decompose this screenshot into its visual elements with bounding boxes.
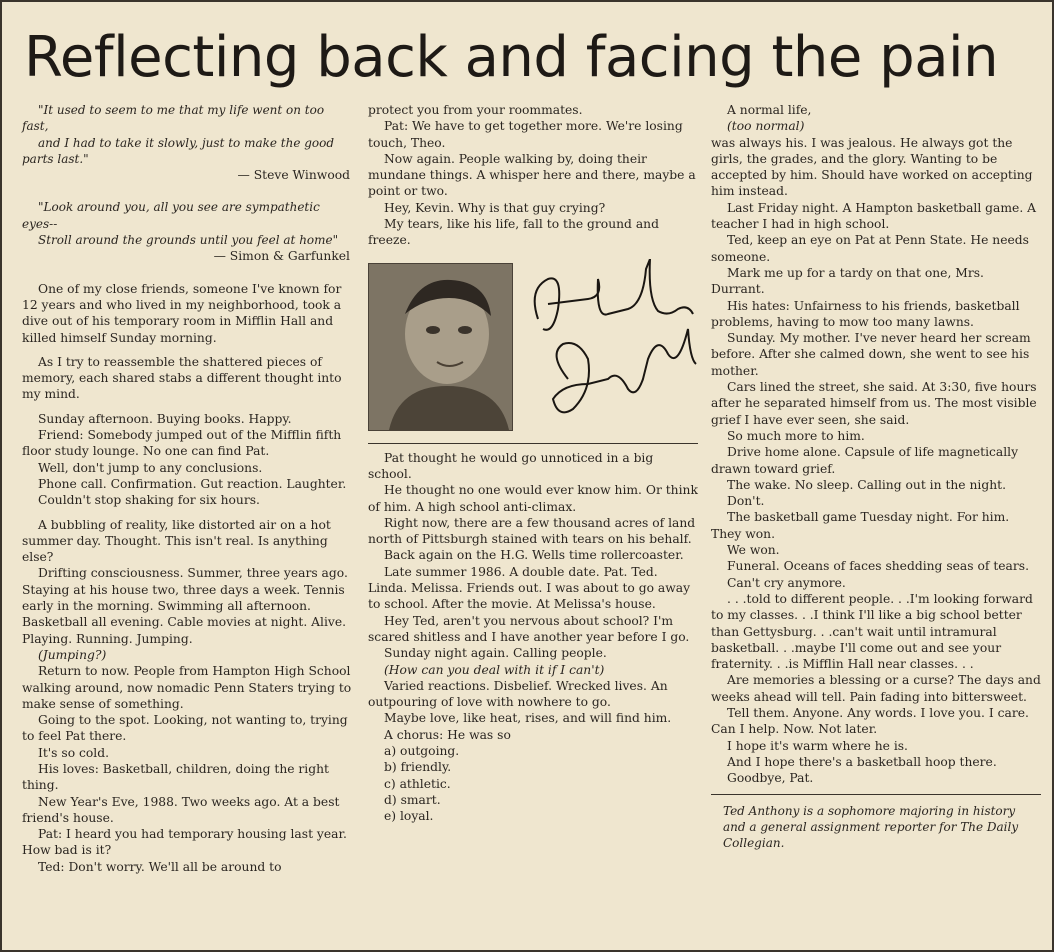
quote-attribution: — Steve Winwood xyxy=(237,168,350,183)
body-paragraph: Pat: We have to get together more. We're losing touch, Theo. xyxy=(368,119,683,150)
quote-attribution: — Simon & Garfunkel xyxy=(213,249,350,264)
body-paragraph: Funeral. Oceans of faces shedding seas of tears. xyxy=(727,559,1029,574)
body-paragraph: We won. xyxy=(727,543,780,558)
body-paragraph: The wake. No sleep. Calling out in the night. xyxy=(727,477,1006,492)
portrait-photo xyxy=(368,263,513,431)
list-item: d) smart. xyxy=(384,792,441,807)
body-paragraph: A chorus: He was so xyxy=(384,727,511,742)
quote-line: and I had to take it slowly, just to make the good parts last." xyxy=(22,135,335,166)
quote-line: "Look around you, all you see are sympathetic eyes-- xyxy=(22,200,320,231)
column-2 xyxy=(368,102,698,825)
body-paragraph: His loves: Basketball, children, doing the right thing. xyxy=(22,761,329,793)
list-item: a) outgoing. xyxy=(384,744,460,759)
body-paragraph: Sunday afternoon. Buying books. Happy. xyxy=(38,411,292,426)
body-paragraph: As I try to reassemble the shattered pieces of memory, each shared stabs a different thought into my mind. xyxy=(22,354,342,402)
body-paragraph: Ted, keep an eye on Pat at Penn State. He needs someone. xyxy=(711,233,1029,264)
body-paragraph: protect you from your roommates. xyxy=(368,103,583,117)
body-paragraph: So much more to him. xyxy=(727,428,865,443)
quote-line: "It used to seem to me that my life went on too fast, xyxy=(22,103,325,134)
body-paragraph: Goodbye, Pat. xyxy=(727,771,814,786)
body-paragraph: And I hope there's a basketball hoop there. xyxy=(727,754,997,769)
list-item: e) loyal. xyxy=(384,809,434,824)
body-paragraph: Tell them. Anyone. Any words. I love you. I care. Can I help. Now. Not later. xyxy=(711,705,1029,737)
body-paragraph: Back again on the H.G. Wells time rollercoaster. xyxy=(384,548,684,563)
body-paragraph: The basketball game Tuesday night. For him. They won. xyxy=(711,510,1010,541)
column-1 xyxy=(22,102,352,875)
body-paragraph: My tears, like his life, fall to the ground and freeze. xyxy=(368,217,659,248)
body-paragraph: (How can you deal with it if I can't) xyxy=(384,662,605,677)
body-paragraph: was always his. I was jealous. He always got the girls, the grades, and the glory. Wanting to be accepted by him. Should have worked on accepting him instead. xyxy=(711,135,1033,199)
body-paragraph: Don't. xyxy=(727,494,765,509)
body-paragraph: One of my close friends, someone I've known for 12 years and who lived in my neighborhood, took a dive out of his temporary room in Mifflin Hall and killed himself Sunday morning. xyxy=(22,281,342,345)
body-paragraph: Going to the spot. Looking, not wanting to, trying to feel Pat there. xyxy=(22,713,348,744)
body-paragraph: Phone call. Confirmation. Gut reaction. Laughter. xyxy=(38,476,347,491)
body-paragraph: It's so cold. xyxy=(38,745,110,760)
body-paragraph: Sunday. My mother. I've never heard her scream before. After she calmed down, she went to see his mother. xyxy=(711,331,1031,378)
author-bio-text: Ted Anthony is a sophomore majoring in history and a general assignment reporter for The Daily Collegian. xyxy=(723,804,1019,851)
body-paragraph: Friend: Somebody jumped out of the Mifflin fifth floor study lounge. No one can find Pat. xyxy=(22,428,342,459)
headline: Reflecting back and facing the pain xyxy=(24,25,999,90)
body-paragraph: Well, don't jump to any conclusions. xyxy=(38,460,263,475)
body-paragraph: Hey Ted, aren't you nervous about school? I'm scared shitless and I have another year before I go. xyxy=(368,613,690,644)
body-paragraph: I hope it's warm where he is. xyxy=(727,738,908,753)
quote-line: Stroll around the grounds until you feel at home" xyxy=(38,233,339,248)
photo-and-signature xyxy=(368,259,698,435)
body-paragraph: Right now, there are a few thousand acres of land north of Pittsburgh stained with tears on his behalf. xyxy=(368,515,696,547)
list-item: c) athletic. xyxy=(384,776,451,791)
body-paragraph: Return to now. People from Hampton High School walking around, now nomadic Penn Staters trying to make sense of something. xyxy=(22,664,352,711)
body-paragraph: Mark me up for a tardy on that one, Mrs. Durrant. xyxy=(711,265,984,297)
body-paragraph: Cars lined the street, she said. At 3:30, five hours after he separated himself from us. The most visible grief I have ever seen, she said. xyxy=(711,380,1037,427)
body-paragraph: Pat thought he would go unnoticed in a big school. xyxy=(368,450,654,481)
body-paragraph: Couldn't stop shaking for six hours. xyxy=(38,493,260,508)
body-paragraph: Hey, Kevin. Why is that guy crying? xyxy=(384,200,606,215)
body-paragraph: New Year's Eve, 1988. Two weeks ago. At a best friend's house. xyxy=(22,794,340,825)
body-paragraph: (Jumping?) xyxy=(38,647,107,662)
list-item: b) friendly. xyxy=(384,760,452,775)
column-3 xyxy=(711,102,1041,851)
body-paragraph: Can't cry anymore. xyxy=(727,575,846,590)
body-paragraph: Pat: I heard you had temporary housing last year. How bad is it? xyxy=(22,827,347,858)
body-paragraph: A normal life, xyxy=(727,103,812,117)
body-paragraph: . . .told to different people. . .I'm looking forward to my classes. . .I think I'll like a big school better than Gettysburg. . .can't wait until intramural basketball. . .maybe I'll come out and see your fraternity. . .is Mifflin Hall near classes. . . xyxy=(711,591,1033,672)
body-paragraph: Now again. People walking by, doing their mundane things. A whisper here and there, maybe a point or two. xyxy=(368,151,696,199)
body-paragraph: Late summer 1986. A double date. Pat. Ted. Linda. Melissa. Friends out. I was about to go away to school. After the movie. At Melissa's house. xyxy=(368,564,691,612)
column-rule xyxy=(368,443,698,444)
body-paragraph: Are memories a blessing or a curse? The days and weeks ahead will tell. Pain fading into bittersweet. xyxy=(711,673,1041,704)
body-paragraph: A bubbling of reality, like distorted air on a hot summer day. Thought. This isn't real. Is anything else? xyxy=(22,517,331,565)
body-paragraph: His hates: Unfairness to his friends, basketball problems, having to mow too many lawns. xyxy=(711,298,1020,329)
body-paragraph: Sunday night again. Calling people. xyxy=(384,646,607,661)
body-paragraph: Last Friday night. A Hampton basketball game. A teacher I had in high school. xyxy=(711,200,1037,232)
body-paragraph: He thought no one would ever know him. Or think of him. A high school anti-climax. xyxy=(368,483,698,514)
bio-rule xyxy=(711,794,1041,795)
body-paragraph: Varied reactions. Disbelief. Wrecked lives. An outpouring of love with nowhere to go. xyxy=(368,678,668,710)
body-paragraph: Ted: Don't worry. We'll all be around to xyxy=(38,859,282,874)
body-paragraph: Maybe love, like heat, rises, and will find him. xyxy=(384,711,672,726)
body-paragraph: (too normal) xyxy=(727,119,805,134)
body-paragraph: Drifting consciousness. Summer, three years ago. Staying at his house two, three days a week. Tennis early in the morning. Swimming all afternoon. Basketball all evening. Cable movies at night. Alive. Playing. Running. Jumping. xyxy=(22,566,348,646)
body-paragraph: Drive home alone. Capsule of life magnetically drawn toward grief. xyxy=(711,445,1019,476)
author-signature xyxy=(518,259,698,435)
author-bio xyxy=(711,803,1041,851)
